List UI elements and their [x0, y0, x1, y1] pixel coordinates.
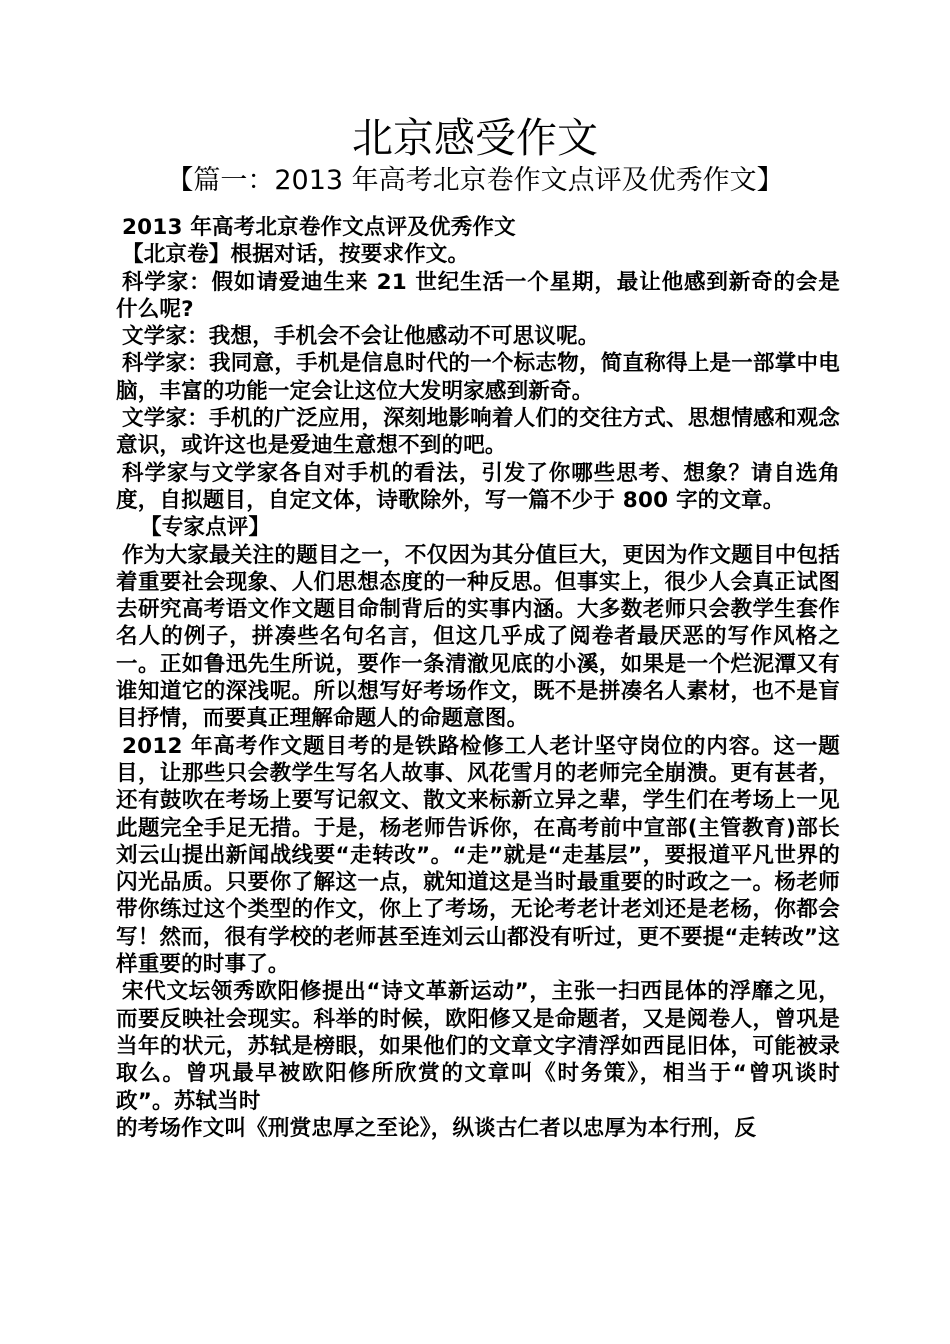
paragraph-commentary: 作为大家最关注的题目之一，不仅因为其分值巨大，更因为作文题目中包括着重要社会现象、人们思想态度的一种反思。但事实上，很少人会真正试图去研究高考语文作文题目命制背后的实事内涵。大多数老师只会教学生套作名人的例子，拼凑些名句名言，但这几乎成了阅卷者最厌恶的写作风格之一。正如鲁迅先生所说，要作一条清澈见底的小溪，如果是一个烂泥潭又有谁知道它的深浅呢。所以想写好考场作文，既不是拼凑名人素材，也不是盲目抒情，而要真正理解命题人的命题意图。 — [116, 542, 840, 732]
paragraph-prompt-intro: 【北京卷】根据对话，按要求作文。 — [122, 242, 470, 268]
page-subtitle: 【篇一：2013 年高考北京卷作文点评及优秀作文】 — [166, 165, 784, 196]
paragraph-heading: 2013 年高考北京卷作文点评及优秀作文 — [122, 215, 516, 240]
paragraph-dialogue: 科学家：我同意，手机是信息时代的一个标志物，简直称得上是一部掌中电脑，丰富的功能一定会让这位大发明家感到新奇。 — [116, 351, 840, 404]
paragraph-commentary: 的考场作文叫《刑赏忠厚之至论》，纵谈古仁者以忠厚为本行刑，反 — [116, 1115, 757, 1141]
paragraph-dialogue: 文学家：手机的广泛应用，深刻地影响着人们的交往方式、思想情感和观念意识，或许这也是爱迪生意想不到的吧。 — [116, 406, 840, 459]
paragraph-section-heading: 【专家点评】 — [140, 515, 271, 541]
paragraph-dialogue: 科学家：假如请爱迪生来 21 世纪生活一个星期，最让他感到新奇的会是什么呢? — [116, 269, 840, 322]
paragraph-commentary: 2012 年高考作文题目考的是铁路检修工人老计坚守岗位的内容。这一题目，让那些只会教学生写名人故事、风花雪月的老师完全崩溃。更有甚者，还有鼓吹在考场上要写记叙文、散文来标新立异之辈，学生们在考场上一见此题完全手足无措。于是，杨老师告诉你，在高考前中宣部(主管教育)部长刘云山提出新闻战线要“走转改”。“走”就是“走基层”，要报道平凡世界的闪光品质。只要你了解这一点，就知道这是当时最重要的时政之一。杨老师带你练过这个类型的作文，你上了考场，无论考老计老刘还是老杨，你都会写！然而，很有学校的老师甚至连刘云山都没有听过，更不要提“走转改”这样重要的时事了。 — [116, 733, 840, 978]
article-body — [116, 214, 840, 1142]
page-title: 北京感受作文 — [352, 114, 598, 162]
paragraph-dialogue: 文学家：我想，手机会不会让他感动不可思议呢。 — [122, 324, 600, 350]
paragraph-commentary: 宋代文坛领秀欧阳修提出“诗文革新运动”，主张一扫西昆体的浮靡之见，而要反映社会现实。科举的时候，欧阳修又是命题者，又是阅卷人，曾巩是当年的状元，苏轼是榜眼，如果他们的文章文字清浮如西昆旧体，可能被录取么。曾巩最早被欧阳修所欣赏的文章叫《时务策》，相当于“曾巩谈时政”。苏轼当时 — [116, 979, 840, 1114]
paragraph-requirement: 科学家与文学家各自对手机的看法，引发了你哪些思考、想象？请自选角度，自拟题目，自定文体，诗歌除外，写一篇不少于 800 字的文章。 — [116, 460, 840, 513]
